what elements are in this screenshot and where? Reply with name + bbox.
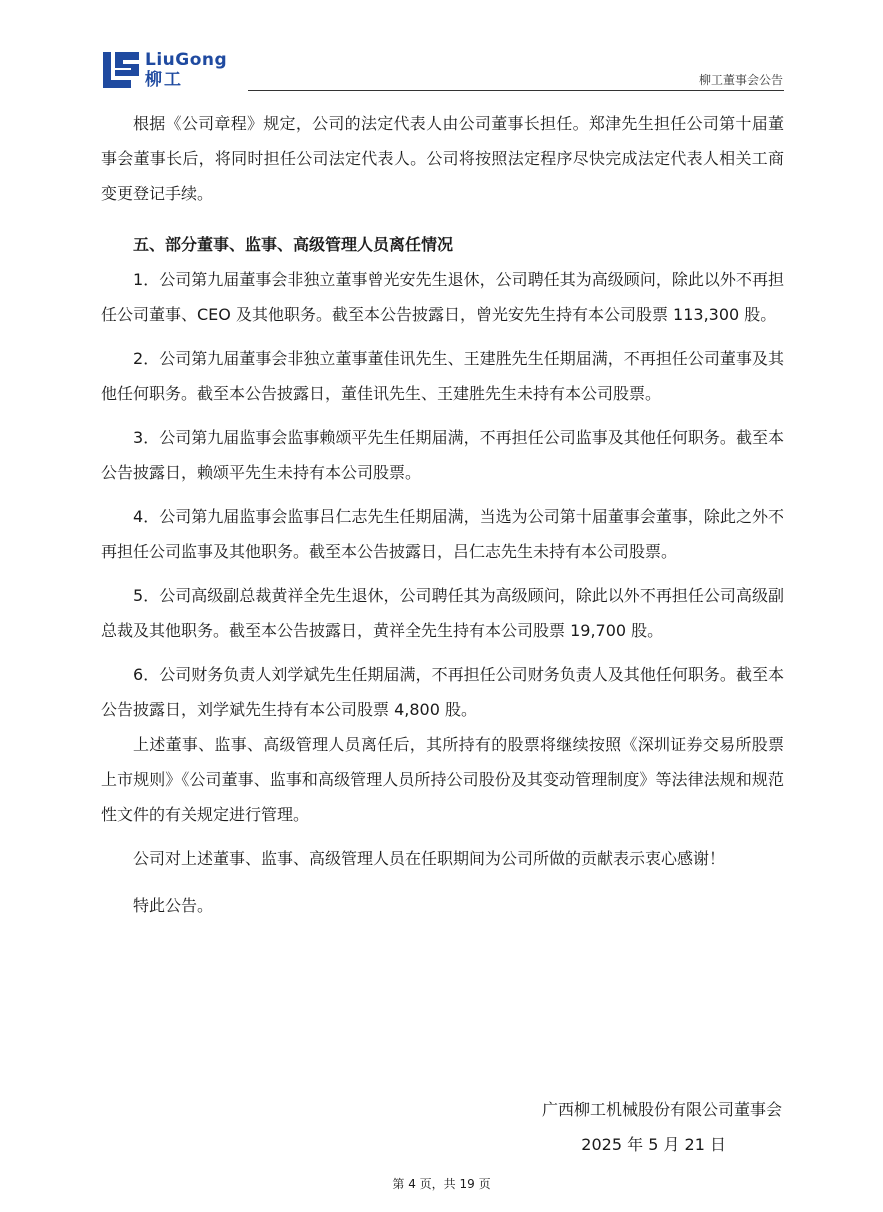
paragraph-legal-representative: 根据《公司章程》规定，公司的法定代表人由公司董事长担任。郑津先生担任公司第十届董事会董事长后，将同时担任公司法定代表人。公司将按照法定程序尽快完成法定代表人相关工商变更登记手续。	[101, 114, 784, 203]
list-item: 6．公司财务负责人刘学斌先生任期届满，不再担任公司财务负责人及其他任何职务。截至本公告披露日，刘学斌先生持有本公司股票 4,800 股。	[101, 665, 784, 719]
header-divider	[248, 90, 784, 91]
document-header-title: 柳工董事会公告	[698, 73, 783, 87]
list-item: 3．公司第九届监事会监事赖颂平先生任期届满，不再担任公司监事及其他任何职务。截至本公告披露日，赖颂平先生未持有本公司股票。	[101, 428, 784, 482]
signature-org: 广西柳工机械股份有限公司董事会	[541, 1100, 782, 1119]
list-item: 4．公司第九届监事会监事吕仁志先生任期届满，当选为公司第十届董事会董事，除此之外不再担任公司监事及其他职务。截至本公告披露日，吕仁志先生未持有本公司股票。	[101, 507, 784, 561]
paragraph-thanks: 公司对上述董事、监事、高级管理人员在任职期间为公司所做的贡献表示衷心感谢！	[133, 849, 726, 868]
logo-text-cn: 柳工	[145, 70, 183, 90]
signature-block	[542, 1092, 782, 1162]
document-body	[101, 106, 784, 923]
page-header	[0, 0, 883, 100]
signature-date: 2025 年 5 月 21 日	[581, 1135, 726, 1154]
section-heading: 五、部分董事、监事、高级管理人员离任情况	[133, 235, 454, 254]
list-item: 1．公司第九届董事会非独立董事曾光安先生退休，公司聘任其为高级顾问，除此以外不再担任公司董事、CEO 及其他职务。截至本公告披露日，曾光安先生持有本公司股票 113,300 股。	[101, 270, 784, 324]
list-item: 2．公司第九届董事会非独立董事董佳讯先生、王建胜先生任期届满，不再担任公司董事及其他任何职务。截至本公告披露日，董佳讯先生、王建胜先生未持有本公司股票。	[101, 349, 784, 403]
liugong-logo-icon	[101, 50, 141, 90]
list-item: 5．公司高级副总裁黄祥全先生退休，公司聘任其为高级顾问，除此以外不再担任公司高级副总裁及其他职务。截至本公告披露日，黄祥全先生持有本公司股票 19,700 股。	[101, 586, 784, 640]
logo-text-en: LiuGong	[145, 50, 228, 70]
page-number: 第 4 页，共 19 页	[392, 1177, 491, 1191]
closing-statement: 特此公告。	[133, 896, 214, 915]
paragraph-share-management: 上述董事、监事、高级管理人员离任后，其所持有的股票将继续按照《深圳证券交易所股票上市规则》《公司董事、监事和高级管理人员所持公司股份及其变动管理制度》等法律法规和规范性文件的有关规定进行管理。	[101, 735, 784, 824]
